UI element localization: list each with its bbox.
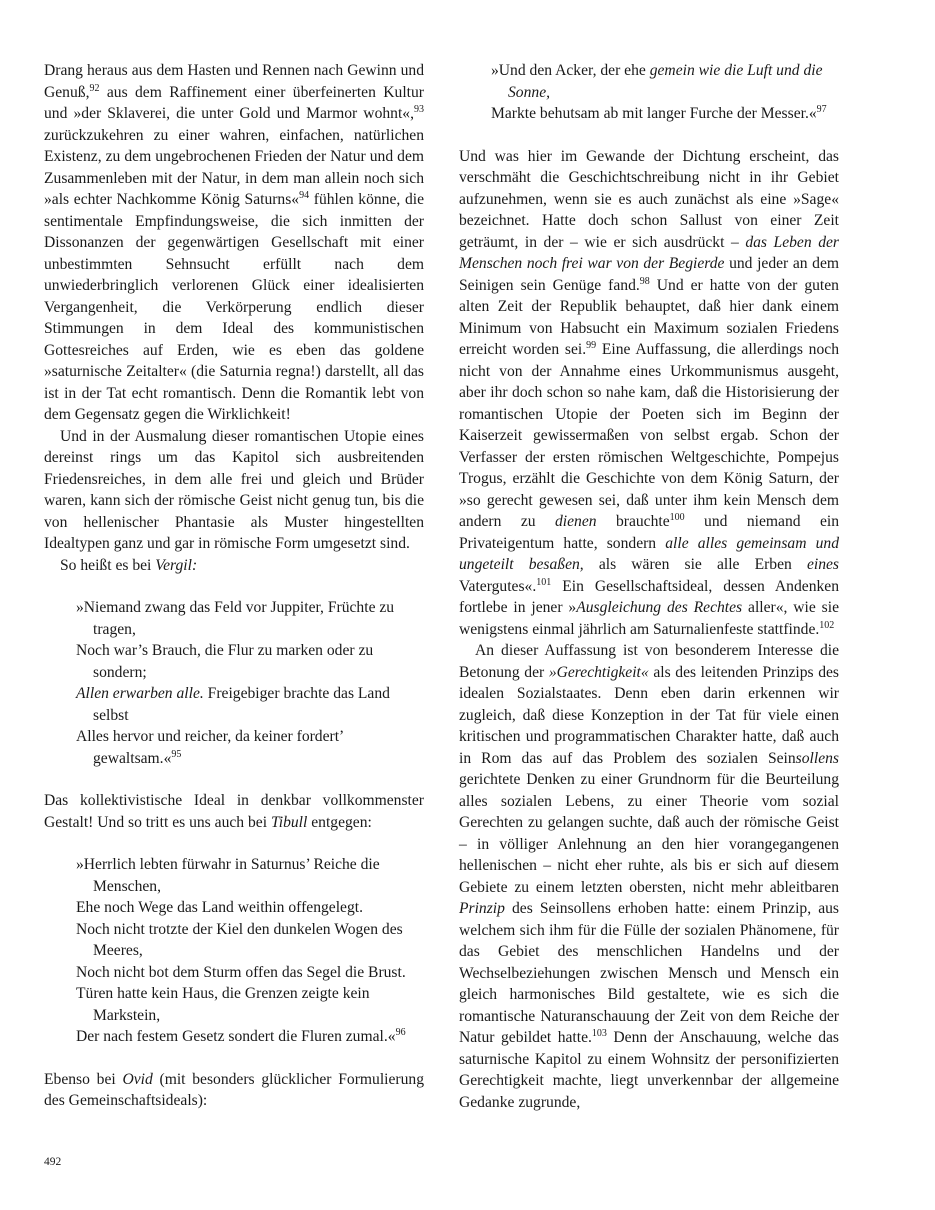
verse-line: Markte behutsam ab mit langer Furche der Messer.«$^{97}$ (491, 104, 827, 122)
paragraph: Das kollektivistische Ideal in denkbar vollkommenster Gestalt! Und so tritt es uns auch bei Tibull entgegen: (44, 792, 424, 831)
paragraph: Und in der Ausmalung dieser romantischen Utopie eines dereinst rings um das Kapitol sich ausbreitenden Friedensreiches, in dem alle frei und gleich und Brüder waren, kann sich der römische Geist nicht genug tun, bis die von hellenischer Phantasie als Muster hingestellten Idealtypen ganz und gar in römische Form umgesetzt sind. (44, 427, 424, 552)
page-number: 492 (44, 1156, 62, 1168)
footnote-ref[interactable]: 98 (639, 275, 650, 287)
footnote-ref[interactable]: 102 (819, 619, 835, 631)
footnote-ref[interactable]: 93 (414, 104, 424, 115)
paragraph: So heißt es bei Vergil: (60, 556, 198, 574)
verse-line: Ehe noch Wege das Land weithin offengelegt. (76, 899, 363, 916)
author-name: Ovid (122, 1070, 153, 1088)
author-name: Vergil: (155, 556, 198, 574)
verse-line: Noch war’s Brauch, die Flur zu marken oder zu sondern; (76, 642, 374, 681)
verse-quote-vergil (60, 597, 424, 769)
verse-line: Alles hervor und reicher, da keiner fordert’ gewaltsam.«$^{95}$ (76, 728, 344, 767)
right-column (459, 60, 839, 1113)
paragraph: Und was hier im Gewande der Dichtung erscheint, das verschmäht die Geschichtschreibung nicht in ihr Gebiet aufzunehmen, wenn sie es auch zunächst als eine »Sage« bezeichnet. Hatte doch schon Sallust von einer Zeit geträumt, in der – wie er sich ausdrückt – das Leben der Menschen noch frei war von der Begierde und jeder an dem Seinigen sein Genüge fand.$^{98}$ Und er hatte von der guten alten Zeit der Republik behauptet, daß hier dank einem Minimum von Habsucht ein Maximum sozialen Friedens erreicht worden sei.$^{99}$ Eine Auffassung, die allerdings noch nicht von der Annahme eines Urkommunismus ausgeht, aber ihr doch schon so nahe kam, daß die Historisierung der romantischen Utopie der Poeten sich im Beginn der Kaiserzeit gewissermaßen von selbst ergab. Schon der Verfasser der ersten römischen Weltgeschichte, Pompejus Trogus, erzählt die Geschichte von dem König Saturn, der »so gerecht gewesen sei, daß unter ihm kein Mensch dem andern zu dienen brauchte$^{100}$ und niemand ein Privateigentum hatte, sondern alle alles gemeinsam und ungeteilt besaßen, als wären sie alle Erben eines Vatergutes«.$^{101}$ Ein Gesellschaftsideal, dessen Andenken fortlebe in jener »Ausgleichung des Rechtes aller«, wie sie wenigstens einmal jährlich am Saturnalienfeste stattfinde.$^{102}$ (459, 147, 840, 638)
footnote-ref[interactable]: 92 (89, 82, 100, 94)
left-column (44, 60, 424, 1112)
verse-line: Noch nicht bot dem Sturm offen das Segel die Brust. (76, 963, 406, 981)
footnote-ref[interactable]: 94 (299, 190, 310, 201)
footnote-ref[interactable]: 99 (586, 340, 597, 351)
verse-line: »Herrlich lebten fürwahr in Saturnus’ Reiche die Menschen, (76, 856, 380, 895)
verse-line: »Niemand zwang das Feld vor Juppiter, Früchte zu tragen, (76, 599, 395, 638)
verse-line: Türen hatte kein Haus, die Grenzen zeigte kein Markstein, (76, 985, 370, 1024)
verse-line: Noch nicht trotzte der Kiel den dunkelen Wogen des Meeres, (76, 920, 403, 959)
footnote-ref[interactable]: 103 (591, 1028, 607, 1039)
verse-quote-tibull (60, 854, 424, 1048)
paragraph: An dieser Auffassung ist von besonderem Interesse die Betonung der »Gerechtigkeit« als des leitenden Prinzips des idealen Sozialstaates. Denn eben darin erkennen wir zugleich, daß diese Konzeption in der Tat für viele einen kritischen und programmatischen Charakter hatte, daß auch in Rom das auf das Problem des sozialen Seinsollens gerichtete Denken zu einer Grundnorm für die Beurteilung alles sozialen Lebens, zu einer Theorie vom sozial Gerechten zu gelangen suchte, daß auch der römische Geist – in völliger Anlehnung an den hier vorangegangenen hellenischen – nicht eher ruhte, als bis er sich auf diesem Gebiete zu einem letzten obersten, nicht mehr ableitbaren Prinzip des Seinsollens erhoben hatte: einem Prinzip, aus welchem sich ihm für die Fülle der sozialen Phänomene, für das Gebiet des menschlichen Handelns und der Wechselbeziehungen zwischen Mensch und Mensch ein gleich harmonisches Bild gestaltete, wie es sich die romantische Naturanschauung der Zeit von dem Reiche der Natur gebildet hatte.$^{103}$ Denn der Anschauung, welche das saturnische Kapitol zu einem Wohnsitz der personifizierten Gerechtigkeit machte, liegt unverkennbar der allgemeine Gedanke zugrunde, (459, 642, 839, 1111)
footnote-ref[interactable]: 101 (536, 576, 552, 588)
paragraph: Drang heraus aus dem Hasten und Rennen nach Gewinn und Genuß,$^{92}$ aus dem Raffinement einer überfeinerten Kultur und »der Sklaverei, die unter Gold und Marmor wohnt«,$^{93}$ zurückzukehren zu einer wahren, einfachen, natürlichen Existenz, zu dem ungebrochenen Frieden der Natur und dem Zusammenleben mit der Natur, in dem man allein noch sich »als echter Nachkomme König Saturns«$^{94}$ fühlen könne, die sentimentale Empfindungsweise, die sich inmitten der Dissonanzen der gegenwärtigen Gesellschaft mit einer unbestimmten Sehnsucht erfüllt nach dem unwiederbringlich verlorenen Glück einer idealisierten Vergangenheit, die Verkörperung endlich dieser Stimmungen in dem Ideal des kommunistischen Gottesreiches auf Erden, wie es eben das goldene »saturnische Zeitalter« (die Saturnia regna!) darstellt, all das ist in der Tat echt romantisch. Denn die Romantik lebt von dem Gegensatz gegen die Wirklichkeit! (44, 62, 424, 423)
footnote-ref[interactable]: 96 (395, 1027, 406, 1038)
footnote-ref[interactable]: 100 (669, 512, 685, 523)
verse-line: »Und den Acker, der ehe gemein wie die Luft und die Sonne, (491, 62, 823, 101)
verse-quote-ovid (475, 60, 839, 125)
author-name: Tibull (270, 813, 308, 831)
verse-line: Allen erwarben alle. Freigebiger brachte das Land selbst (76, 685, 390, 724)
verse-line: Der nach festem Gesetz sondert die Fluren zumal.«$^{96}$ (76, 1027, 406, 1045)
footnote-ref[interactable]: 95 (171, 748, 182, 760)
footnote-ref[interactable]: 97 (816, 104, 827, 115)
paragraph: Ebenso bei Ovid (mit besonders glücklicher Formulierung des Gemeinschaftsideals): (44, 1070, 424, 1109)
